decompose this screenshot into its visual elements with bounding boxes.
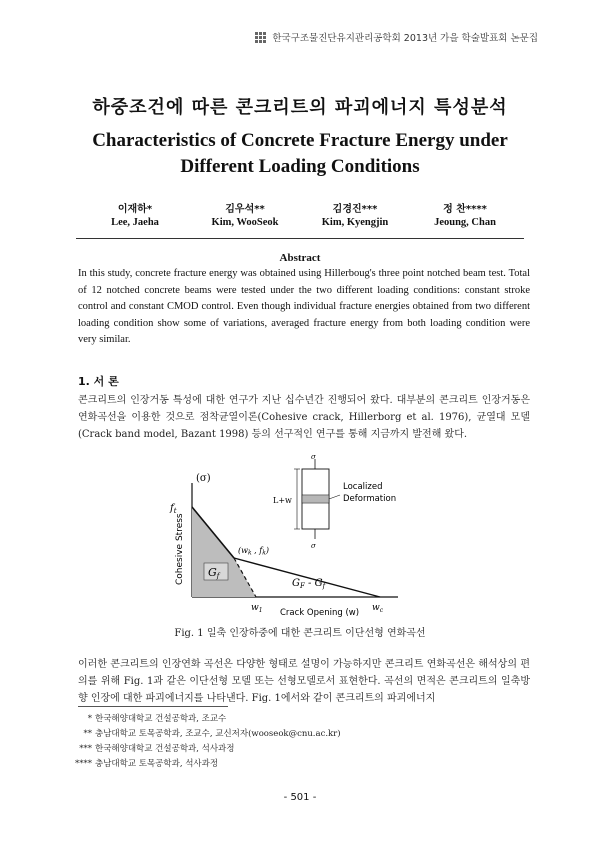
sigma-bottom-label: σ <box>311 542 316 550</box>
footnote-3: *** 한국해양대학교 건설공학과, 석사과정 <box>79 744 235 754</box>
localized-label: Localized <box>343 482 383 492</box>
author-name-en: Lee, Jaeha <box>111 217 159 228</box>
gf-label: Gf <box>208 566 220 580</box>
author-name-en: Kim, WooSeok <box>211 217 279 228</box>
divider-line <box>76 238 524 239</box>
page-number: - 501 - <box>283 792 317 803</box>
footnotes <box>70 712 341 772</box>
author-name-ko: 이재하* <box>117 204 153 215</box>
author-name-ko: 김경진*** <box>332 204 378 215</box>
author-name-ko: 정 찬**** <box>443 204 487 215</box>
author-name-ko: 김우석** <box>225 204 265 215</box>
author-1 <box>80 200 190 228</box>
wc-label: $w_c$ <box>372 603 384 614</box>
author-2 <box>190 200 300 228</box>
author-4 <box>410 200 520 228</box>
sigma-top-label: σ <box>311 455 316 461</box>
footnote-4: **** 충남대학교 토목공학과, 석사과정 <box>75 759 219 769</box>
y-unit-label: (σ) <box>196 473 211 484</box>
softening-curve-figure <box>160 455 460 620</box>
gF-gf-label: $G_F - G_f$ <box>292 578 326 590</box>
kink-point-label: (wk , fk) <box>238 546 269 557</box>
title-korean: 하중조건에 따른 콘크리트의 파괴에너지 특성분석 <box>92 97 508 118</box>
ft-label: $f_t$ <box>170 503 177 515</box>
leader-line <box>329 495 340 499</box>
x-axis-label: Crack Opening (w) <box>280 608 360 618</box>
deformation-label: Deformation <box>343 494 397 504</box>
author-name-en: Jeoung, Chan <box>434 217 496 228</box>
w1-label: $w_1$ <box>251 603 263 614</box>
journal-name: 한국구조물진단유지관리공학회 2013년 가을 학술발표회 논문집 <box>272 33 538 44</box>
title-english: Characteristics of Concrete Fracture Energy under Different Loading Conditions <box>92 130 508 177</box>
journal-header <box>255 30 538 44</box>
author-list <box>80 200 520 228</box>
footnote-divider <box>78 706 228 707</box>
author-name-en: Kim, Kyengjin <box>321 217 389 228</box>
footnote-2: ** 충남대학교 토목공학과, 조교수, 교신저자(wooseok@cnu.ac.kr) <box>83 729 341 739</box>
y-axis-label: Cohesive Stress <box>175 513 185 585</box>
footnote-1: * 한국해양대학교 건설공학과, 조교수 <box>87 714 227 724</box>
figure-caption: Fig. 1 일축 인장하중에 대한 콘크리트 이단선형 연화곡선 <box>174 628 426 639</box>
paragraph-2: 이러한 콘크리트의 인장연화 곡선은 다양한 형태로 설명이 가능하지만 콘크리트 연화곡선은 해석상의 편의를 위해 Fig. 1과 같은 이단선형 모델 또는 선형모델로서 표현한다. 곡선의 면적은 콘크리트의 일축방향 인장에 대한 파괴에너지를 나타낸다. Fig. 1에서와 같이 콘크리트의 파괴에너지 <box>78 659 530 704</box>
abstract-text: In this study, concrete fracture energy was obtained using Hillerboug's three point notched beam test. Total of 12 notched concrete beams were tested under the two different loading conditions: constant stroke control and constant CMOD control. Even though individual fracture energies obtained from two different loading condition show some of variations, averaged fracture energy from both loading condition were very similar. <box>78 268 530 345</box>
specimen-length-label: L+w <box>273 496 292 505</box>
author-3 <box>300 200 410 228</box>
abstract-heading: Abstract <box>279 252 321 264</box>
header-dots-icon <box>255 32 266 43</box>
paragraph-1: 콘크리트의 인장거동 특성에 대한 연구가 지난 십수년간 진행되어 왔다. 대부분의 콘크리트 인장거동은 연화곡선을 이용한 것으로 점착균열이론(Cohesive crack, Hillerborg et al. 1976), 균열대 모델(Crack band model, Bazant 1998) 등의 선구적인 연구를 통해 지금까지 발전해 왔다. <box>78 395 530 440</box>
section-heading: 1. 서 론 <box>78 375 119 388</box>
